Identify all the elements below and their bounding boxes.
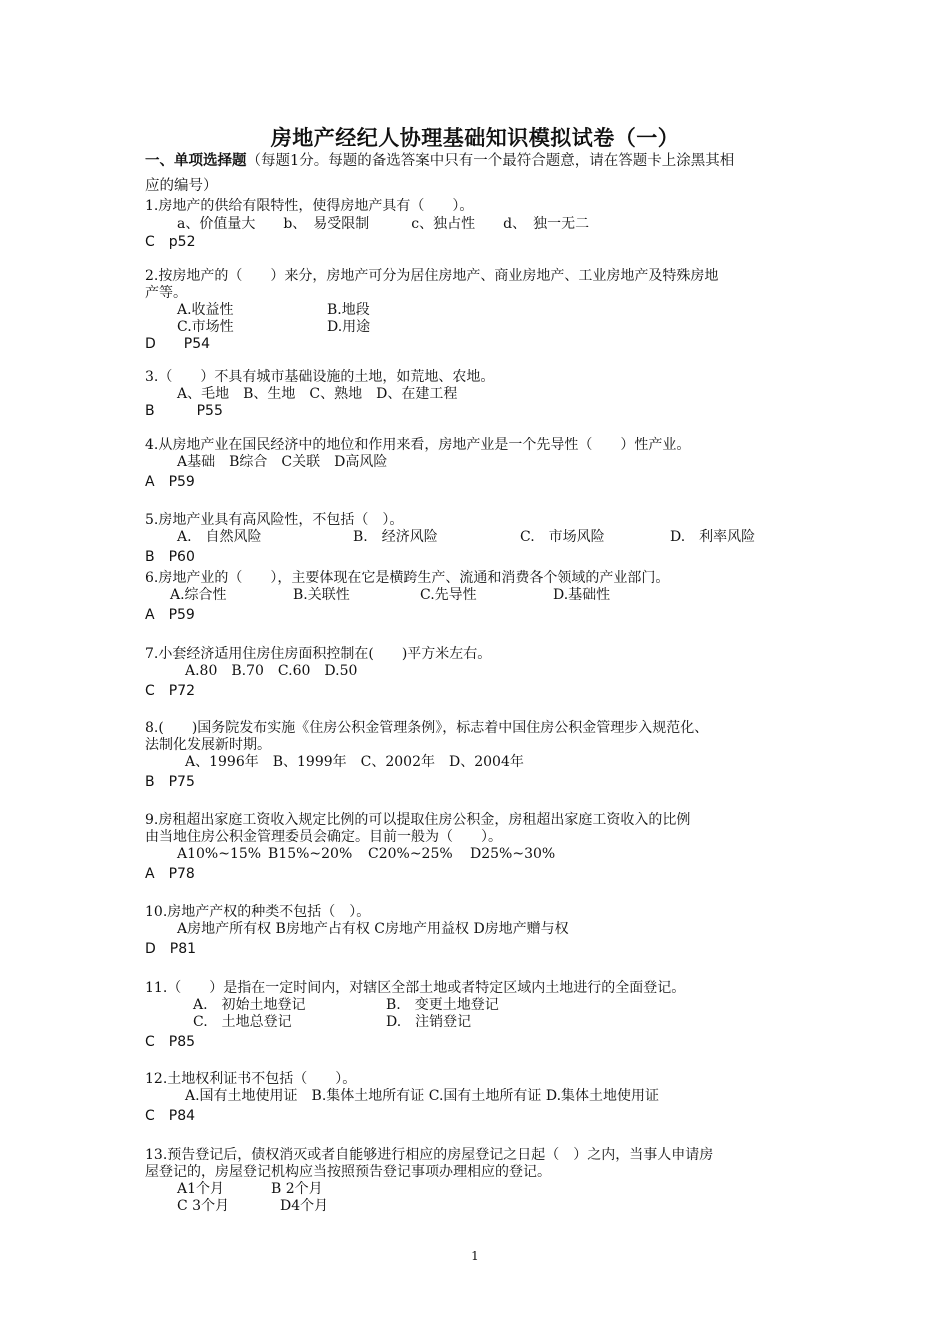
- question-13-stem-continued: 屋登记的，房屋登记机构应当按照预告登记事项办理相应的登记。: [145, 1164, 551, 1180]
- question-10-stem: 10.房地产产权的种类不包括（ ）。: [145, 904, 371, 920]
- question-13-option-c: C 3个月: [177, 1198, 230, 1214]
- question-5-option-c: C. 市场风险: [520, 529, 605, 545]
- question-6-answer: A P59: [145, 607, 195, 623]
- question-9-option-a: A10%~15%: [177, 846, 262, 862]
- question-13-option-d: D4个月: [280, 1198, 329, 1214]
- question-11-option-a: A. 初始土地登记: [193, 997, 306, 1013]
- question-13-option-a: A1个月: [177, 1181, 225, 1197]
- question-12-options: A.国有土地使用证 B.集体土地所有证 C.国有土地所有证 D.集体土地使用证: [185, 1088, 660, 1104]
- question-11-option-b: B. 变更土地登记: [386, 997, 499, 1013]
- question-2-stem: 2.按房地产的（ ）来分，房地产可分为居住房地产、商业房地产、工业房地产及特殊房地: [145, 268, 719, 284]
- page-number: 1: [471, 1249, 479, 1263]
- question-7-options: A.80 B.70 C.60 D.50: [185, 663, 358, 679]
- question-4-stem: 4.从房地产业在国民经济中的地位和作用来看，房地产业是一个先导性（ ）性产业。: [145, 437, 691, 453]
- question-2-answer: D P54: [145, 336, 211, 352]
- question-9-option-b: B15%~20%: [268, 846, 353, 862]
- question-5-option-a: A. 自然风险: [177, 529, 262, 545]
- question-10-answer: D P81: [145, 941, 197, 957]
- question-9-stem: 9.房租超出家庭工资收入规定比例的可以提取住房公积金，房租超出家庭工资收入的比例: [145, 812, 691, 828]
- question-8-options: A、1996年 B、1999年 C、2002年 D、2004年: [185, 754, 524, 770]
- question-5-answer: B P60: [145, 549, 195, 565]
- question-9-stem-continued: 由当地住房公积金管理委员会确定。目前一般为（ ）。: [145, 829, 502, 845]
- question-2-option-c: C.市场性: [177, 319, 234, 335]
- exam-title: 房地产经纪人协理基础知识模拟试卷（一）: [270, 126, 680, 150]
- question-6-option-b: B.关联性: [293, 587, 350, 603]
- question-9-answer: A P78: [145, 866, 195, 882]
- question-3-stem: 3.（ ）不具有城市基础设施的土地，如荒地、农地。: [145, 369, 495, 385]
- question-12-stem: 12.土地权利证书不包括（ ）。: [145, 1071, 357, 1087]
- section-note: （每题1分。每题的备选答案中只有一个最符合题意，请在答题卡上涂黑其相: [246, 153, 735, 169]
- section-heading-label: 一、单项选择题: [145, 153, 247, 169]
- question-4-answer: A P59: [145, 474, 195, 490]
- question-6-option-c: C.先导性: [420, 587, 477, 603]
- question-8-stem-continued: 法制化发展新时期。: [145, 737, 271, 753]
- question-3-options: A、毛地 B、生地 C、熟地 D、在建工程: [177, 386, 458, 402]
- question-2-option-a: A.收益性: [177, 302, 234, 318]
- question-5-option-b: B. 经济风险: [353, 529, 438, 545]
- question-1-answer: C p52: [145, 234, 196, 250]
- question-9-option-c: C20%~25%: [368, 846, 453, 862]
- question-7-stem: 7.小套经济适用住房住房面积控制在( )平方米左右。: [145, 646, 492, 662]
- question-1-options: a、价值量大 b、 易受限制 c、独占性 d、 独一无二: [177, 216, 590, 232]
- question-2-option-b: B.地段: [327, 302, 370, 318]
- question-11-answer: C P85: [145, 1034, 196, 1050]
- question-6-stem: 6.房地产业的（ ），主要体现在它是横跨生产、流通和消费各个领域的产业部门。: [145, 570, 670, 586]
- section-heading: [145, 153, 734, 170]
- question-7-answer: C P72: [145, 683, 196, 699]
- section-note-continued: 应的编号）: [145, 178, 218, 194]
- question-11-stem: 11.（ ）是指在一定时间内，对辖区全部土地或者特定区域内土地进行的全面登记。: [145, 980, 686, 996]
- question-1-stem: 1.房地产的供给有限特性，使得房地产具有（ ）。: [145, 198, 474, 214]
- question-3-answer: B P55: [145, 403, 223, 419]
- question-4-options: A基础 B综合 C关联 D高风险: [177, 454, 388, 470]
- question-11-option-d: D. 注销登记: [386, 1014, 472, 1030]
- question-6-option-d: D.基础性: [553, 587, 611, 603]
- question-10-options: A房地产所有权 B房地产占有权 C房地产用益权 D房地产赠与权: [177, 921, 569, 937]
- question-8-answer: B P75: [145, 774, 195, 790]
- question-2-option-d: D.用途: [327, 319, 371, 335]
- question-11-option-c: C. 土地总登记: [193, 1014, 292, 1030]
- question-12-answer: C P84: [145, 1108, 196, 1124]
- question-2-stem-continued: 产等。: [145, 285, 187, 301]
- question-5-option-d: D. 利率风险: [670, 529, 756, 545]
- question-13-stem: 13.预告登记后，债权消灭或者自能够进行相应的房屋登记之日起（ ）之内，当事人申请房: [145, 1147, 714, 1163]
- question-6-option-a: A.综合性: [170, 587, 227, 603]
- question-8-stem: 8.( )国务院发布实施《住房公积金管理条例》，标志着中国住房公积金管理步入规范化、: [145, 720, 709, 736]
- question-5-stem: 5.房地产业具有高风险性，不包括（ ）。: [145, 512, 404, 528]
- question-9-option-d: D25%~30%: [470, 846, 556, 862]
- question-13-option-b: B 2个月: [271, 1181, 323, 1197]
